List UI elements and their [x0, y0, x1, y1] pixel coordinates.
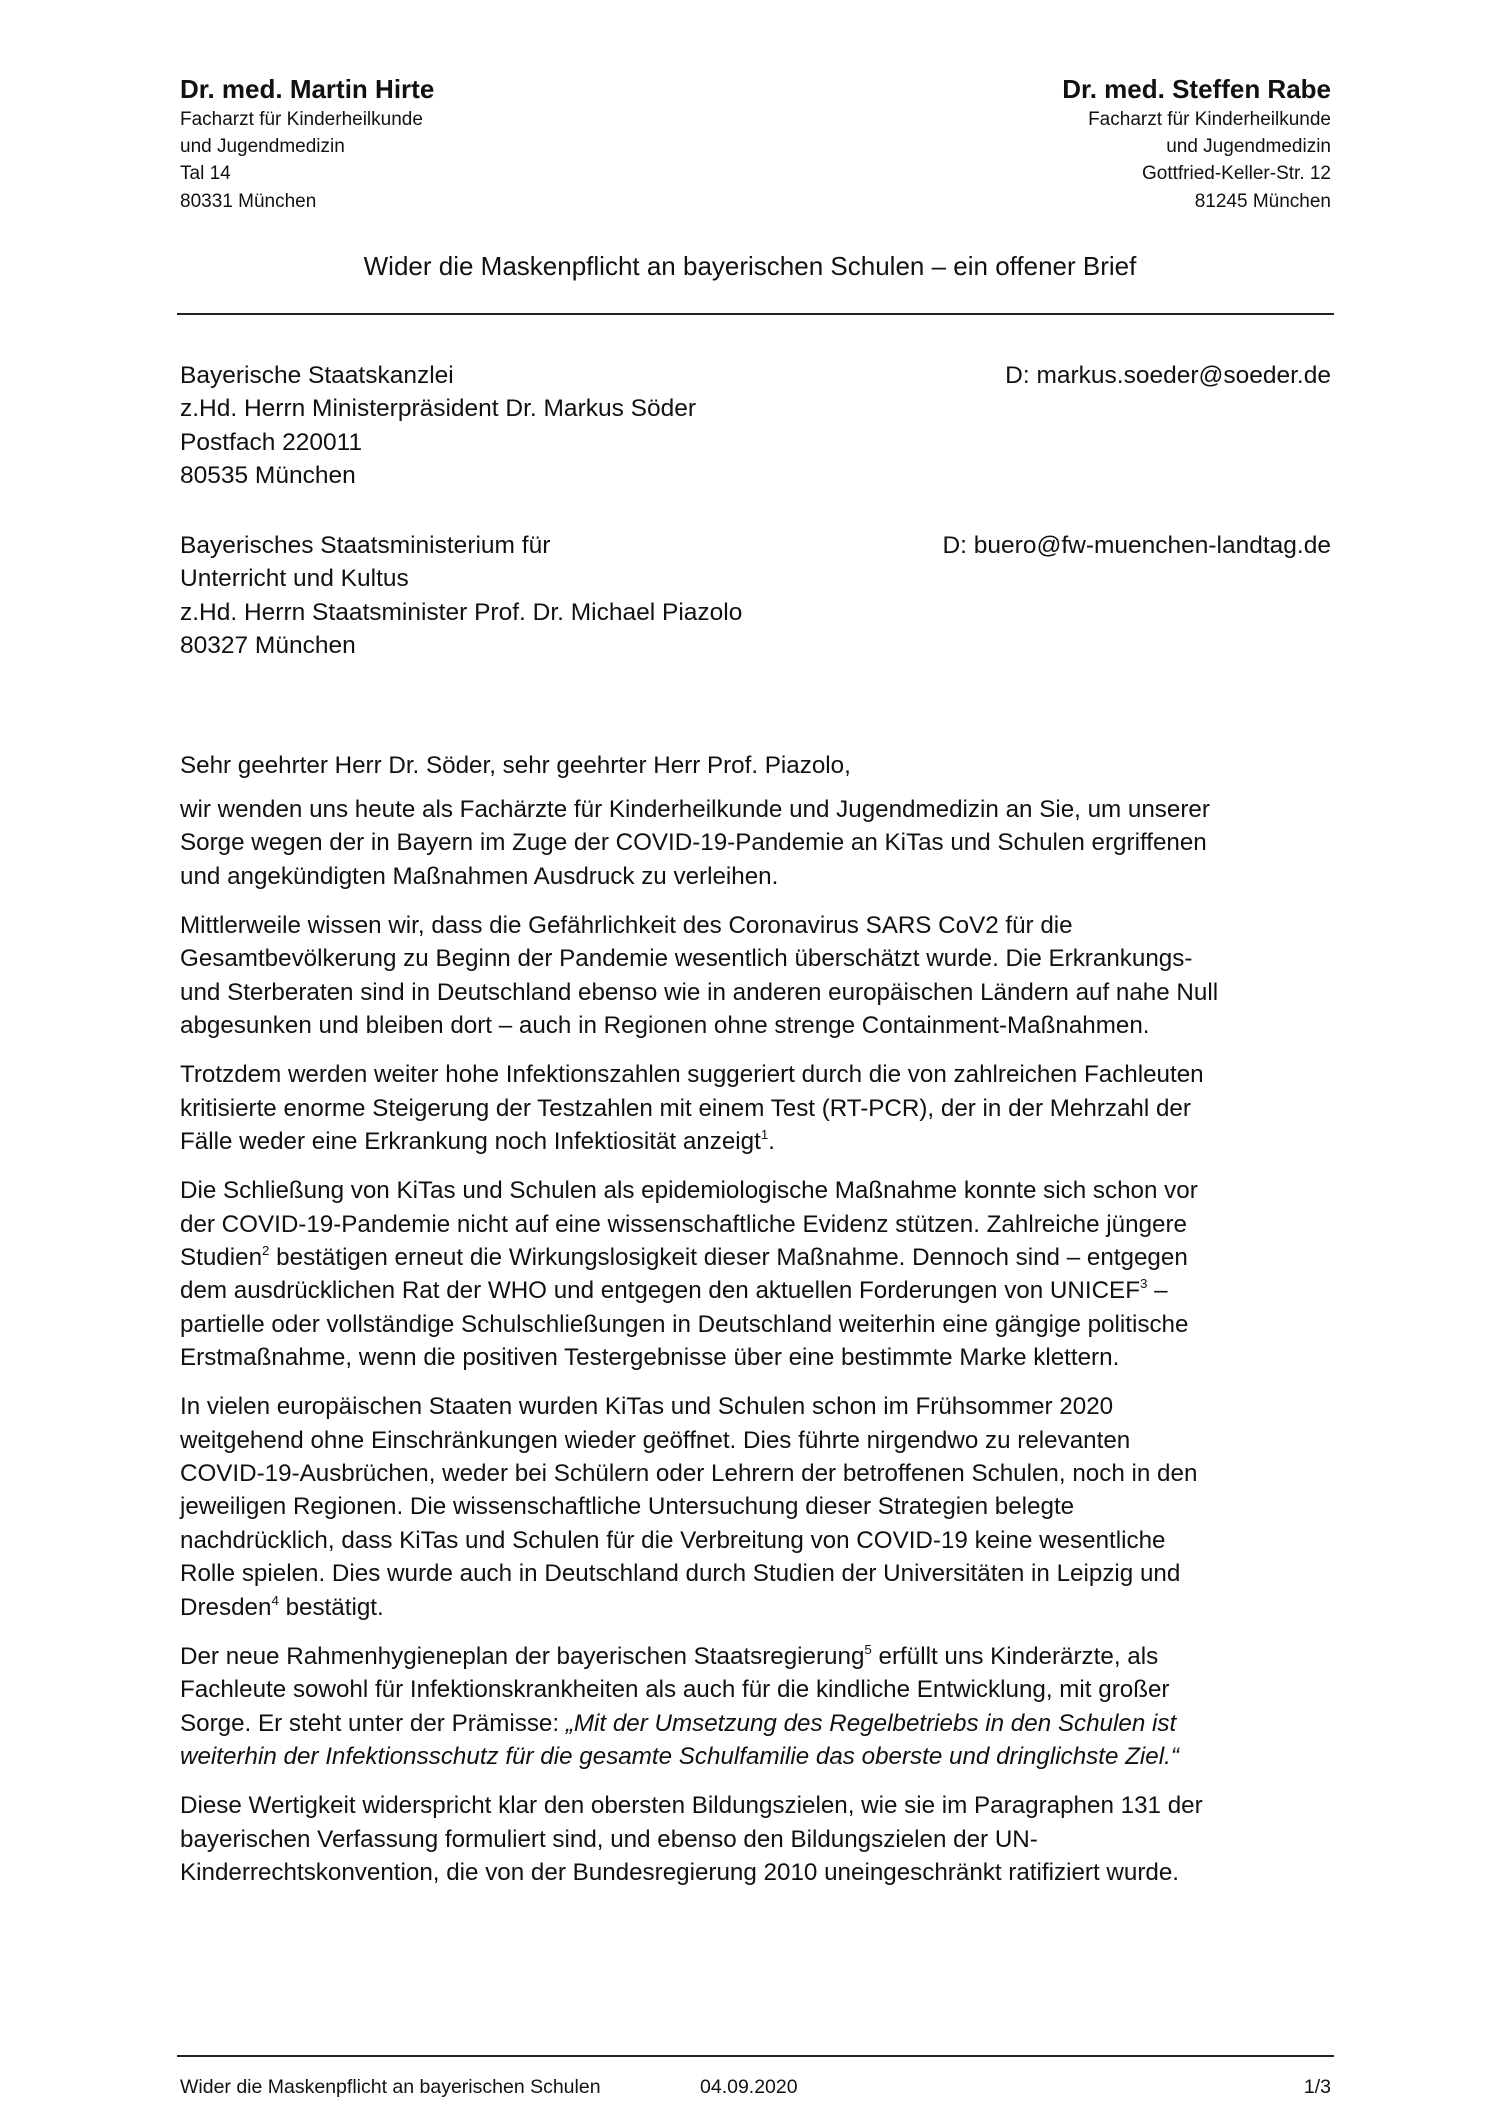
sender-line: Gottfried-Keller-Str. 12 — [1141, 163, 1331, 185]
text-segment: In vielen europäischen Staaten wurden KiTas und Schulen schon im Frühsommer 2020 — [180, 1393, 1114, 1421]
sender-line: 81245 München — [1194, 190, 1331, 212]
text-segment: Rolle spielen. Dies wurde auch in Deutschland durch Studien der Universitäten in Leipzig und — [180, 1560, 1181, 1588]
text-segment: bestätigen erneut die Wirkungslosigkeit dieser Maßnahme. Dennoch sind – entgegen — [269, 1243, 1188, 1271]
text-line — [180, 793, 1340, 826]
sender-right — [1062, 72, 1331, 215]
footer-date: 04.09.2020 — [700, 2076, 798, 2098]
text-segment: jeweiligen Regionen. Die wissenschaftliche Untersuchung dieser Strategien belegte — [180, 1493, 1075, 1521]
footnote-ref: 1 — [760, 1127, 769, 1143]
text-line — [180, 1673, 1340, 1706]
text-line — [180, 1856, 1340, 1889]
footnote-ref: 2 — [262, 1242, 270, 1258]
salutation: Sehr geehrter Herr Dr. Söder, sehr geehrter Herr Prof. Piazolo, — [180, 752, 851, 779]
text-segment: Trotzdem werden weiter hohe Infektionszahlen suggeriert durch die von zahlreichen Fachleuten — [180, 1061, 1204, 1089]
sender-line: und Jugendmedizin — [180, 136, 345, 158]
text-line — [180, 1058, 1340, 1091]
address-line: Postfach 220011 — [180, 428, 363, 456]
text-segment: erfüllt uns Kinderärzte, als — [871, 1642, 1159, 1670]
text-segment: COVID-19-Ausbrüchen, weder bei Schülern oder Lehrern der betroffenen Schulen, noch in den — [180, 1460, 1198, 1488]
text-line — [180, 1740, 1340, 1773]
text-segment: Gesamtbevölkerung zu Beginn der Pandemie wesentlich überschätzt wurde. Die Erkrankungs- — [180, 945, 1193, 973]
quote-text: „Mit der Umsetzung des Regelbetriebs in den Schulen ist — [565, 1709, 1177, 1737]
text-segment: partielle oder vollständige Schulschließungen in Deutschland weiterhin eine gängige politische — [180, 1310, 1189, 1338]
text-line — [180, 1174, 1340, 1207]
text-segment: und Sterberaten sind in Deutschland ebenso wie in anderen europäischen Ländern auf nahe Null — [180, 978, 1219, 1006]
text-line — [180, 1591, 1340, 1624]
sender-line: und Jugendmedizin — [1166, 136, 1331, 158]
sender-line: Facharzt für Kinderheilkunde — [1088, 109, 1331, 130]
text-segment: – — [1147, 1277, 1168, 1305]
text-segment: Der neue Rahmenhygieneplan der bayerischen Staatsregierung — [180, 1642, 865, 1670]
text-segment: . — [768, 1128, 775, 1156]
text-line — [180, 1557, 1340, 1590]
paragraph — [180, 793, 1340, 893]
address-line: 80327 München — [180, 632, 356, 660]
text-segment: Fälle weder eine Erkrankung noch Infektiosität anzeigt — [180, 1128, 761, 1156]
text-line — [180, 1125, 1340, 1158]
page-number: 1/3 — [1303, 2076, 1331, 2098]
text-line — [180, 1823, 1340, 1856]
text-line — [180, 1789, 1340, 1822]
footnote-ref: 4 — [271, 1592, 279, 1608]
text-line — [180, 1341, 1340, 1374]
text-line — [180, 1241, 1340, 1274]
text-segment: nachdrücklich, dass KiTas und Schulen für die Verbreitung von COVID-19 keine wesentliche — [180, 1526, 1166, 1554]
footer-divider — [177, 2055, 1334, 2057]
text-segment: weitgehend ohne Einschränkungen wieder geöffnet. Dies führte nirgendwo zu relevanten — [180, 1426, 1131, 1454]
paragraph — [180, 1390, 1340, 1624]
paragraph — [180, 1058, 1340, 1158]
address-line: Bayerisches Staatsministerium für — [180, 532, 551, 559]
text-line — [180, 1092, 1340, 1125]
text-segment: bayerischen Verfassung formuliert sind, und ebenso den Bildungszielen der UN- — [180, 1825, 1038, 1853]
footer-title: Wider die Maskenpflicht an bayerischen Schulen — [180, 2076, 601, 2098]
recipient-address — [180, 359, 696, 493]
text-segment: wir wenden uns heute als Fachärzte für Kinderheilkunde und Jugendmedizin an Sie, um unserer — [180, 796, 1210, 823]
paragraph — [180, 909, 1340, 1043]
paragraph — [180, 1789, 1340, 1889]
address-line: Bayerische Staatskanzlei — [180, 362, 454, 389]
text-line — [180, 826, 1340, 859]
text-line — [180, 976, 1340, 1009]
sender-line: Facharzt für Kinderheilkunde — [180, 109, 423, 130]
text-line — [180, 1390, 1340, 1423]
text-segment: der COVID-19-Pandemie nicht auf eine wissenschaftliche Evidenz stützen. Zahlreiche jüngere — [180, 1210, 1187, 1238]
text-line — [180, 1274, 1340, 1307]
sender-name: Dr. med. Martin Hirte — [180, 74, 435, 104]
text-line — [180, 1308, 1340, 1341]
text-line — [180, 1707, 1340, 1740]
paragraph — [180, 1640, 1340, 1774]
quote-text: weiterhin der Infektionsschutz für die gesamte Schulfamilie das oberste und dringlichste Ziel.“ — [180, 1743, 1179, 1770]
text-segment: Erstmaßnahme, wenn die positiven Testergebnisse über eine bestimmte Marke klettern. — [180, 1344, 1120, 1372]
text-segment: Diese Wertigkeit widerspricht klar den obersten Bildungszielen, wie sie im Paragraphen 131 der — [180, 1792, 1203, 1820]
text-segment: Mittlerweile wissen wir, dass die Gefährlichkeit des Coronavirus SARS CoV2 für die — [180, 911, 1073, 939]
sender-name: Dr. med. Steffen Rabe — [1062, 74, 1331, 104]
text-segment: kritisierte enorme Steigerung der Testzahlen mit einem Test (RT-PCR), der in der Mehrzahl der — [180, 1094, 1191, 1122]
text-line — [180, 1457, 1340, 1490]
header-divider — [177, 313, 1334, 315]
letter-title: Wider die Maskenpflicht an bayerischen Schulen – ein offener Brief — [363, 251, 1137, 281]
text-segment: und angekündigten Maßnahmen Ausdruck zu verleihen. — [180, 862, 779, 890]
text-segment: bestätigt. — [278, 1593, 384, 1621]
text-segment: abgesunken und bleiben dort – auch in Regionen ohne strenge Containment-Maßnahmen. — [180, 1012, 1150, 1040]
footnote-ref: 3 — [1139, 1276, 1148, 1292]
text-line — [180, 1640, 1340, 1673]
letter-body — [180, 793, 1340, 1905]
text-segment: Die Schließung von KiTas und Schulen als epidemiologische Maßnahme konnte sich schon vor — [180, 1177, 1198, 1205]
sender-left — [180, 72, 434, 215]
paragraph — [180, 1174, 1340, 1374]
footnote-ref: 5 — [864, 1641, 872, 1657]
text-segment: Fachleute sowohl für Infektionskrankheiten als auch für die kindliche Entwicklung, mit großer — [180, 1676, 1170, 1704]
text-line — [180, 942, 1340, 975]
text-line — [180, 1424, 1340, 1457]
text-line — [180, 1208, 1340, 1241]
address-line: z.Hd. Herrn Ministerpräsident Dr. Markus Söder — [180, 395, 697, 423]
recipient-address — [180, 529, 742, 663]
text-line — [180, 1009, 1340, 1042]
address-line: z.Hd. Herrn Staatsminister Prof. Dr. Michael Piazolo — [180, 598, 743, 626]
text-segment: dem ausdrücklichen Rat der WHO und entgegen den aktuellen Forderungen von UNICEF — [180, 1277, 1140, 1305]
address-line: Unterricht und Kultus — [180, 565, 409, 593]
text-line — [180, 1490, 1340, 1523]
text-line — [180, 909, 1340, 942]
text-line — [180, 860, 1340, 893]
recipient-email: D: buero@fw-muenchen-landtag.de — [942, 532, 1331, 559]
text-segment: Kinderrechtskonvention, die von der Bundesregierung 2010 uneingeschränkt ratifiziert wurde. — [180, 1858, 1180, 1886]
text-segment: Studien — [180, 1243, 263, 1271]
text-line — [180, 1524, 1340, 1557]
text-segment: Sorge. Er steht unter der Prämisse: — [180, 1709, 566, 1737]
text-segment: Dresden — [180, 1593, 272, 1621]
recipient-email: D: markus.soeder@soeder.de — [1005, 362, 1331, 389]
sender-line: 80331 München — [180, 190, 317, 212]
address-line: 80535 München — [180, 462, 356, 490]
text-segment: Sorge wegen der in Bayern im Zuge der COVID-19-Pandemie an KiTas und Schulen ergriffenen — [180, 829, 1207, 857]
sender-line: Tal 14 — [180, 163, 231, 185]
